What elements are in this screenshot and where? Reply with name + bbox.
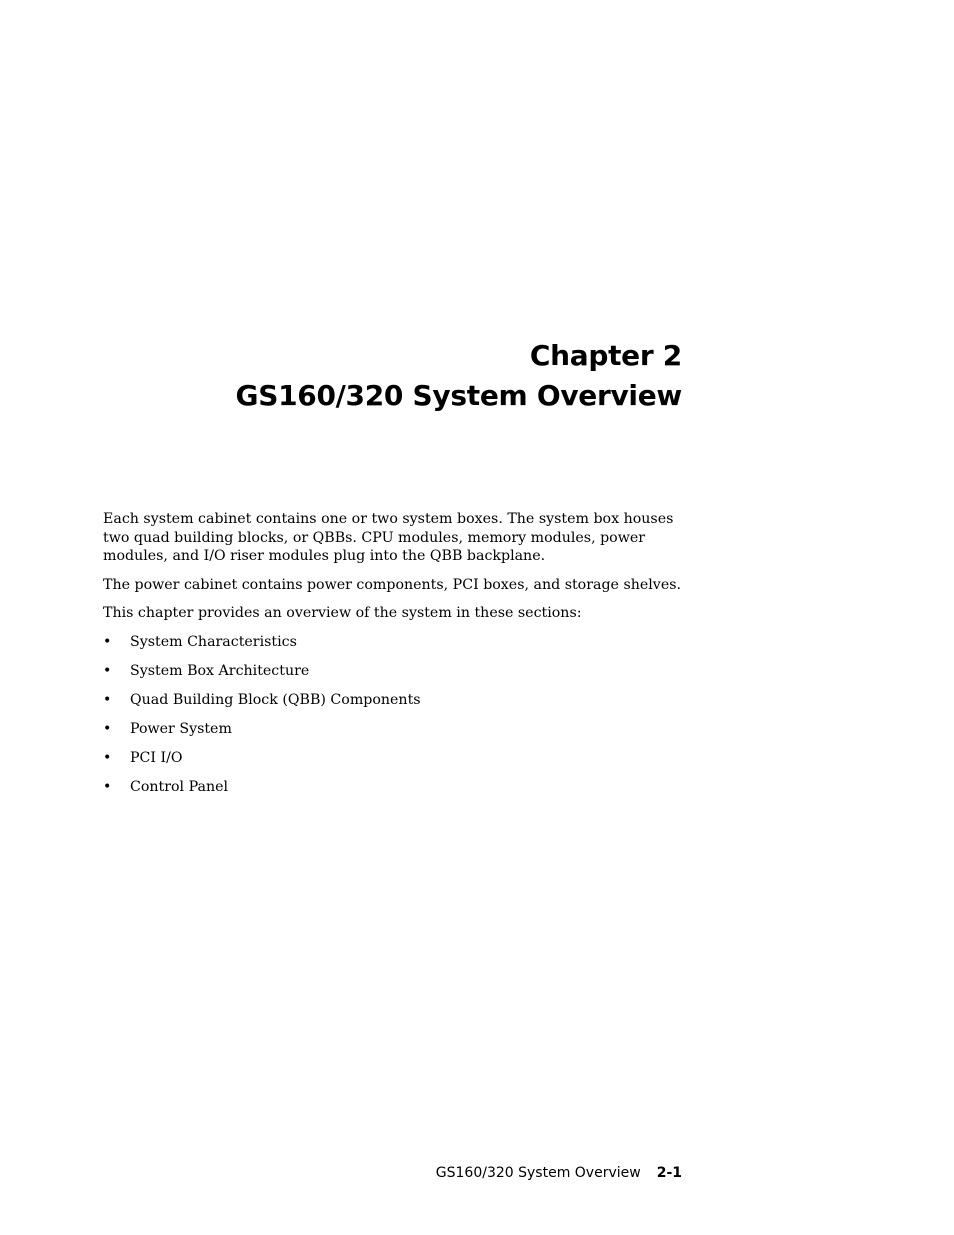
list-item [103, 720, 703, 739]
list-item-label: Quad Building Block (QBB) Components [130, 691, 421, 708]
sections-intro-paragraph: This chapter provides an overview of the system in these sections: [103, 605, 582, 621]
bullet-icon: • [103, 778, 112, 795]
list-item [103, 691, 703, 710]
list-item-label: PCI I/O [130, 749, 183, 766]
bullet-icon: • [103, 633, 112, 650]
list-item-label: Power System [130, 720, 232, 737]
section-list [103, 633, 703, 797]
page-footer [436, 1163, 682, 1183]
list-item [103, 749, 703, 768]
list-item-label: System Box Architecture [130, 662, 310, 679]
bullet-icon: • [103, 691, 112, 708]
intro-paragraph: Each system cabinet contains one or two system boxes. The system box houses two quad building blocks, or QBBs. CPU modules, memory modules, power modules, and I/O riser modules plug into the QBB backplane. [103, 511, 674, 564]
page-number: 2-1 [656, 1165, 682, 1181]
list-item-label: Control Panel [130, 778, 229, 795]
chapter-heading [236, 336, 682, 416]
chapter-number: Chapter 2 [529, 339, 682, 372]
footer-title: GS160/320 System Overview [435, 1165, 641, 1181]
list-item [103, 778, 703, 797]
power-cabinet-paragraph: The power cabinet contains power components, PCI boxes, and storage shelves. [103, 576, 682, 593]
list-item [103, 633, 703, 652]
list-item-label: System Characteristics [130, 633, 297, 650]
chapter-title: GS160/320 System Overview [235, 379, 682, 412]
list-item [103, 662, 703, 681]
bullet-icon: • [103, 662, 112, 679]
bullet-icon: • [103, 720, 112, 737]
bullet-icon: • [103, 749, 112, 766]
chapter-body [103, 510, 703, 807]
